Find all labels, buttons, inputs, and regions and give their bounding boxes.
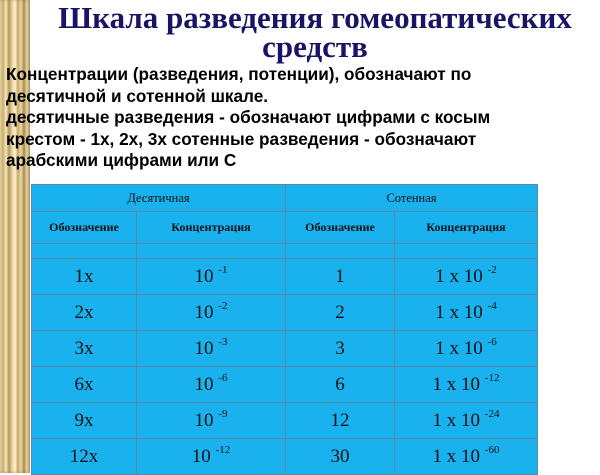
cent-base: 1 x 10: [432, 409, 481, 431]
cent-exponent: -6: [487, 335, 497, 348]
column-header-cent-concentration: Концентрация: [395, 212, 538, 244]
cent-exponent: -24: [484, 407, 500, 420]
cent-base: 1 x 10: [432, 445, 481, 467]
table-row: [32, 403, 538, 439]
cent-concentration-cell: [395, 403, 538, 439]
page-title: [30, 0, 600, 64]
spacer-row: [32, 244, 538, 259]
intro-text: [6, 64, 598, 172]
column-header-dec-concentration: Концентрация: [137, 212, 286, 244]
dec-exponent: -9: [218, 407, 228, 420]
cent-exponent: -4: [487, 299, 497, 312]
cent-concentration-cell: [395, 439, 538, 475]
dec-concentration-cell: [137, 259, 286, 295]
cent-designation-cell: 1: [286, 259, 395, 295]
dec-base: 10: [194, 301, 214, 323]
dec-exponent: -2: [218, 299, 228, 312]
dec-exponent: -3: [218, 335, 228, 348]
cent-base: 1 x 10: [435, 265, 483, 287]
dec-concentration-cell: [137, 439, 286, 475]
dec-designation-cell: 2x: [32, 295, 137, 331]
dec-base: 10: [191, 445, 211, 467]
cent-concentration-cell: [395, 367, 538, 403]
cent-designation-cell: 12: [286, 403, 395, 439]
dec-concentration-cell: [137, 295, 286, 331]
cent-exponent: -12: [484, 371, 500, 384]
dec-designation-cell: 12x: [32, 439, 137, 475]
dec-concentration-cell: [137, 403, 286, 439]
intro-line-4: крестом - 1х, 2х, 3х сотенные разведения - обозначают: [6, 128, 477, 149]
cent-exponent: -60: [484, 443, 500, 456]
cent-designation-cell: 6: [286, 367, 395, 403]
group-header-centesimal: Сотенная: [286, 185, 538, 212]
intro-line-5: арабскими цифрами или С: [6, 150, 237, 170]
cent-concentration-cell: [395, 295, 538, 331]
cent-concentration-cell: [395, 331, 538, 367]
cent-base: 1 x 10: [432, 373, 481, 395]
cent-designation-cell: 3: [286, 331, 395, 367]
dec-designation-cell: 3x: [32, 331, 137, 367]
intro-line-3: десятичные разведения - обозначают цифрами с косым: [6, 107, 491, 127]
column-header-row: [32, 212, 538, 244]
dec-exponent: -1: [218, 263, 228, 276]
cent-base: 1 x 10: [435, 301, 483, 323]
dec-designation-cell: 6x: [32, 367, 137, 403]
dec-base: 10: [194, 265, 214, 287]
dec-designation-cell: 9x: [32, 403, 137, 439]
group-header-row: [32, 185, 538, 212]
dec-concentration-cell: [137, 367, 286, 403]
dilution-table: [31, 184, 538, 475]
cent-designation-cell: 30: [286, 439, 395, 475]
table-row: [32, 259, 538, 295]
dec-exponent: -6: [218, 371, 228, 384]
cent-concentration-cell: [395, 259, 538, 295]
intro-line-2: десятичной и сотенной шкале.: [6, 85, 269, 106]
dec-designation-cell: 1x: [32, 259, 137, 295]
table-row: [32, 295, 538, 331]
intro-line-1: Концентрации (разведения, потенции), обозначают по: [6, 64, 472, 84]
group-header-decimal: Десятичная: [32, 185, 286, 212]
dec-concentration-cell: [137, 331, 286, 367]
cent-exponent: -2: [487, 263, 497, 276]
dec-base: 10: [194, 337, 214, 359]
table-row: [32, 331, 538, 367]
title-line-2: средств: [262, 29, 368, 64]
table-row: [32, 367, 538, 403]
dec-base: 10: [194, 373, 214, 395]
dec-base: 10: [194, 409, 214, 431]
column-header-cent-designation: Обозначение: [286, 212, 395, 244]
cent-designation-cell: 2: [286, 295, 395, 331]
column-header-dec-designation: Обозначение: [32, 212, 137, 244]
table-row: [32, 439, 538, 475]
cent-base: 1 x 10: [435, 337, 483, 359]
title-line-1: Шкала разведения гомеопатических: [58, 0, 572, 35]
dec-exponent: -12: [215, 443, 231, 456]
